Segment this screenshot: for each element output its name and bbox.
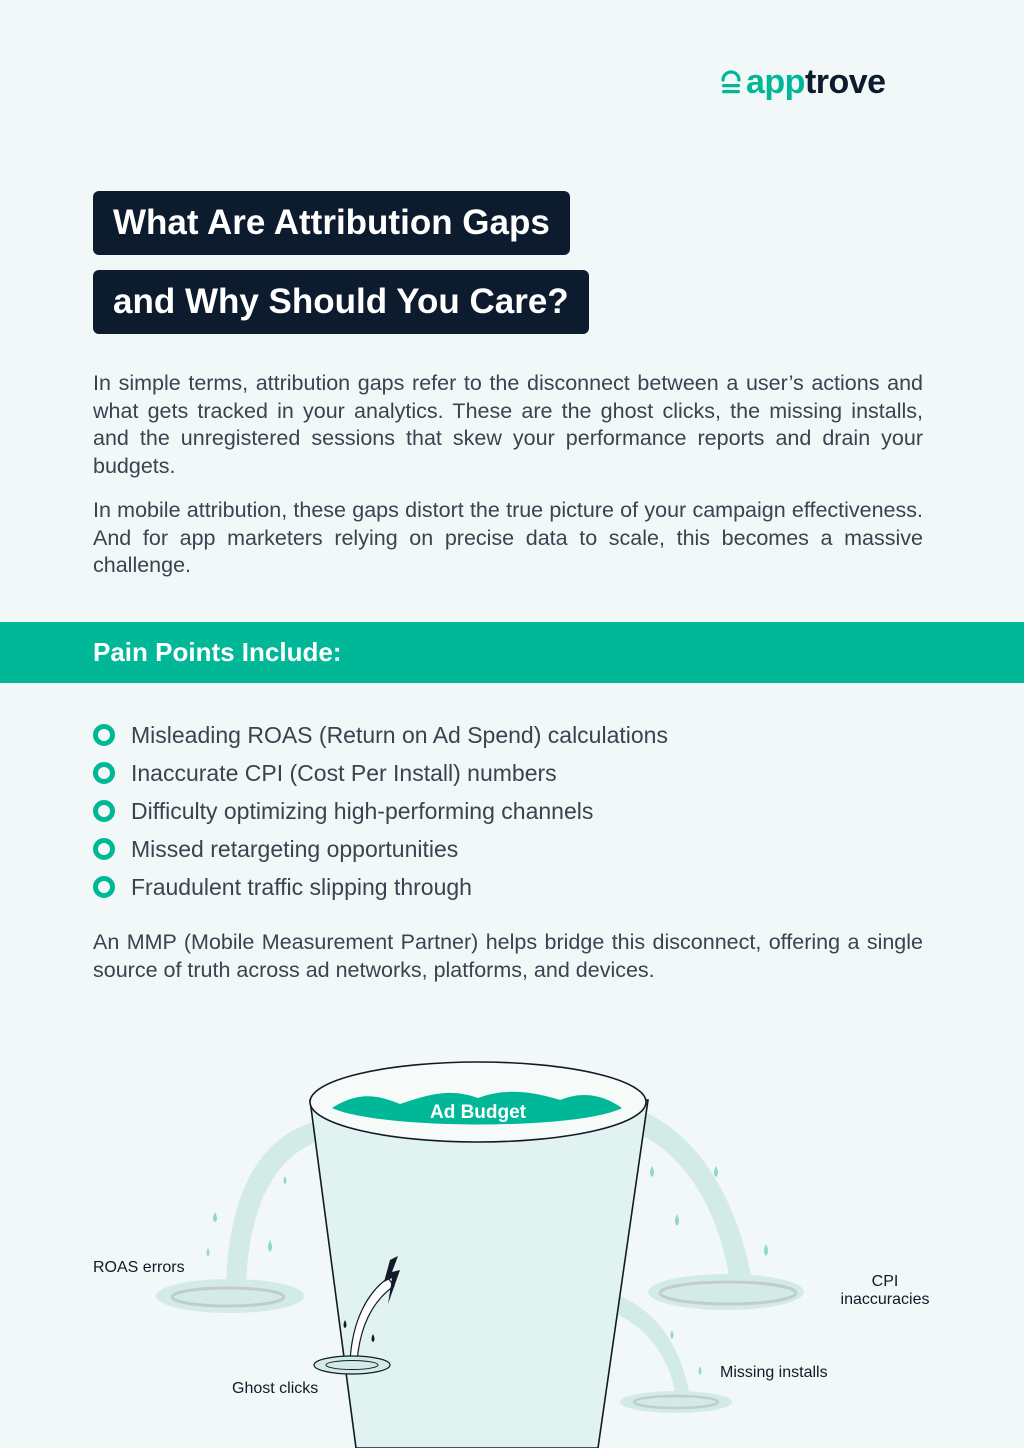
intro-paragraph-2: In mobile attribution, these gaps distort the true picture of your campaign effectiveness. And for app marketers relying on precise data to scale, this becomes a massive challenge. — [93, 498, 923, 577]
ring-bullet-icon — [93, 762, 115, 784]
droplet-icon — [671, 1330, 674, 1339]
pain-point-text: Fraudulent traffic slipping through — [131, 873, 472, 900]
ghost-puddle — [314, 1356, 390, 1374]
ring-bullet-icon — [93, 838, 115, 860]
lower-right-puddle — [620, 1391, 732, 1413]
pain-point-text: Inaccurate CPI (Cost Per Install) numbers — [131, 759, 557, 786]
droplet-icon — [675, 1214, 679, 1226]
droplet-icon — [650, 1166, 654, 1177]
logo-wordmark-app: app — [746, 63, 805, 101]
missing-installs-label: Missing installs — [720, 1364, 828, 1381]
droplet-icon — [764, 1244, 768, 1256]
ring-bullet-icon — [93, 800, 115, 822]
pain-points-heading: Pain Points Include: — [93, 637, 342, 667]
mmp-paragraph: An MMP (Mobile Measurement Partner) helps bridge this disconnect, offering a single source of truth across ad networks, platforms, and devices. — [93, 930, 923, 982]
droplet-icon — [213, 1212, 217, 1222]
cpi-label-line-1: CPI — [871, 1273, 899, 1290]
right-leak-stream — [640, 1112, 752, 1282]
pain-point-text: Misleading ROAS (Return on Ad Spend) calculations — [131, 721, 668, 748]
pain-point-text: Difficulty optimizing high-performing channels — [131, 797, 594, 824]
list-item — [93, 754, 668, 792]
apptrove-logo — [720, 60, 886, 104]
apptrove-logo-icon — [720, 67, 742, 97]
cpi-label-line-2: inaccuracies — [840, 1291, 930, 1308]
pain-points-banner — [0, 622, 1024, 683]
bucket-body — [310, 1100, 648, 1448]
list-item — [93, 868, 668, 906]
roas-errors-label: ROAS errors — [93, 1259, 185, 1276]
ring-bullet-icon — [93, 724, 115, 746]
list-item — [93, 792, 668, 830]
page-title-line-1: What Are Attribution Gaps — [93, 191, 570, 255]
left-leak-stream — [226, 1122, 316, 1288]
ring-bullet-icon — [93, 876, 115, 898]
logo-wordmark — [746, 65, 886, 99]
list-item — [93, 830, 668, 868]
leaky-bucket-illustration — [0, 1040, 1024, 1448]
droplet-icon — [699, 1366, 702, 1375]
pain-points-list — [93, 716, 668, 906]
intro-paragraph-1: In simple terms, attribution gaps refer to the disconnect between a user’s actions and what gets tracked in your analytics. These are the ghost clicks, the missing installs, and the unregistered sessions that skew your performance reports and drain your budgets. — [93, 371, 923, 478]
droplet-icon — [207, 1248, 210, 1256]
ghost-clicks-label: Ghost clicks — [232, 1380, 319, 1397]
droplet-icon — [714, 1166, 718, 1177]
droplet-icon — [284, 1176, 287, 1184]
bucket-label: Ad Budget — [429, 1102, 527, 1123]
list-item — [93, 716, 668, 754]
logo-wordmark-trove: trove — [804, 63, 886, 101]
droplet-icon — [268, 1240, 272, 1252]
page-title-line-2: and Why Should You Care? — [93, 270, 589, 334]
pain-point-text: Missed retargeting opportunities — [131, 835, 459, 862]
